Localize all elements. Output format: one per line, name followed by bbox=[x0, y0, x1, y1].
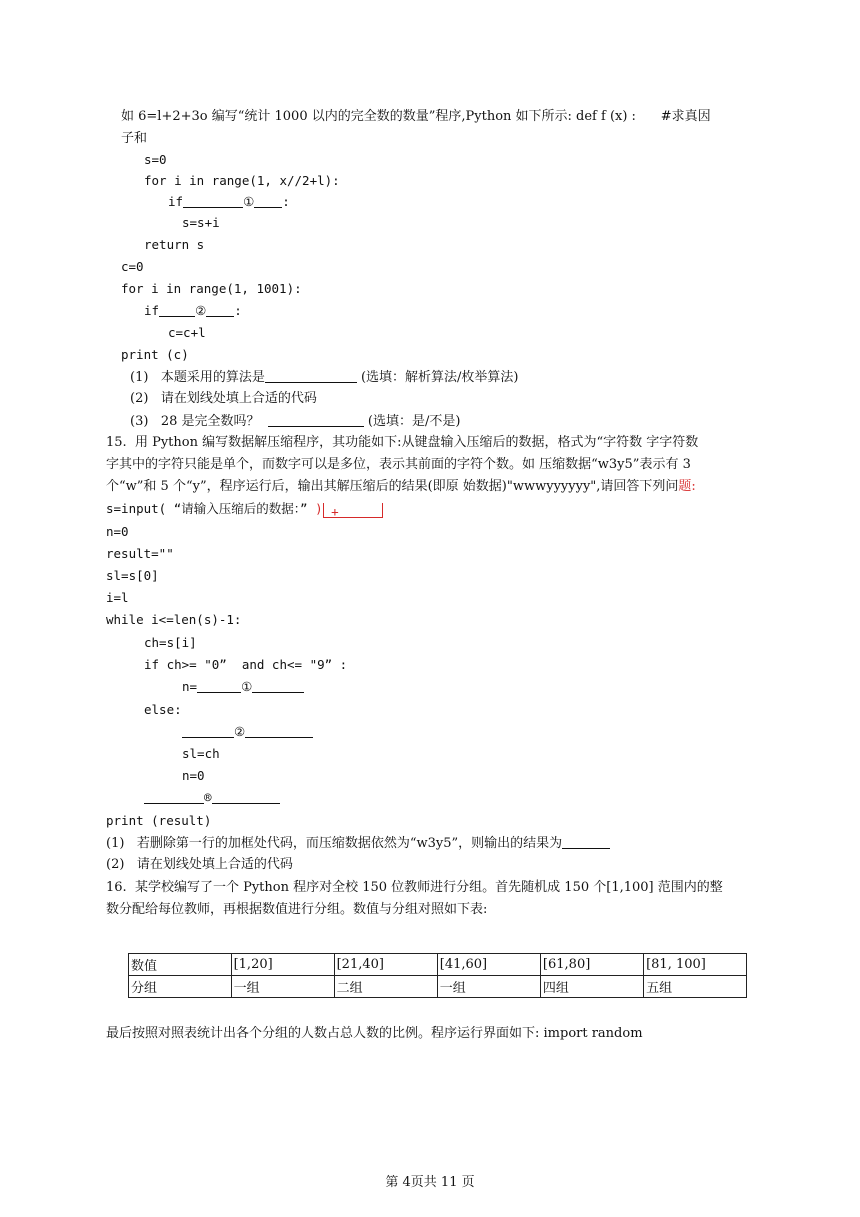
q14-code-line: return s bbox=[144, 237, 205, 252]
q16-line2: 数分配给每位教师，再根据数值进行分组。数值与分组对照如下表: bbox=[106, 902, 488, 917]
q15-code-line: n=0 bbox=[182, 768, 205, 783]
table-cell: [1,20] bbox=[231, 954, 334, 976]
q15-code-line: result="" bbox=[106, 546, 174, 561]
framed-code-box: + bbox=[323, 503, 383, 518]
table-cell: [21,40] bbox=[334, 954, 437, 976]
q15-code-line: sl=ch bbox=[182, 746, 220, 761]
q15-code-line: ch=s[i] bbox=[144, 635, 197, 650]
q14-code-line-if1 bbox=[168, 193, 290, 211]
q14-code-line: for i in range(1, x//2+l): bbox=[144, 173, 340, 188]
q15-line1: 15. 用 Python 编写数据解压缩程序，其功能如下:从键盘输入压缩后的数据，格式为“字符数 字字符数 bbox=[106, 435, 699, 450]
q15-line3-text: 个“w”和 5 个“y”，程序运行后，输出其解压缩后的结果(即原 始数据)"wwwyyyyyy",请回答下列问 bbox=[106, 479, 679, 494]
table-cell: 一组 bbox=[437, 976, 540, 998]
sub-num: (2) bbox=[106, 857, 125, 872]
q14-intro-line2: 子和 bbox=[121, 131, 148, 146]
q16-line1: 16. 某学校编写了一个 Python 程序对全校 150 位教师进行分组。首先随机成 150 个[1,100] 范围内的整 bbox=[106, 880, 723, 895]
code-text: : bbox=[234, 303, 242, 318]
q15-code-line: else: bbox=[144, 702, 182, 717]
q15-sub1 bbox=[106, 834, 610, 853]
q15-sub2 bbox=[106, 856, 293, 874]
q15-line3 bbox=[106, 478, 696, 496]
table-cell: 分组 bbox=[129, 976, 232, 998]
q15-code-line: if ch>= "0” and ch<= "9” : bbox=[144, 657, 348, 672]
grouping-table bbox=[128, 953, 747, 998]
table-row bbox=[129, 976, 747, 998]
q15-code-line: n=0 bbox=[106, 524, 129, 539]
q15-line2: 字其中的字符只能是单个，而数字可以是多位，表示其前面的字符个数。如 压缩数据“w3y5”表示有 3 bbox=[106, 457, 691, 472]
q15-code-line: sl=s[0] bbox=[106, 568, 159, 583]
sub-num: (3) bbox=[130, 414, 149, 429]
code-text: if bbox=[144, 303, 160, 318]
sub-hint: (选填：解析算法/枚举算法) bbox=[360, 370, 519, 385]
q14-intro-line1: 如 6=l+2+3o 编写“统计 1000 以内的完全数的数量”程序,Python 如下所示: def f (x) : #求真因 bbox=[121, 109, 711, 124]
q15-code-line-blank3 bbox=[144, 789, 280, 807]
blank-marker: ① bbox=[241, 679, 253, 694]
sub-text: 请在划线处填上合适的代码 bbox=[136, 857, 293, 872]
page-footer: 第 4页共 11 页 bbox=[385, 1175, 475, 1190]
q16-after: 最后按照对照表统计出各个分组的人数占总人数的比例。程序运行界面如下: import random bbox=[106, 1026, 643, 1041]
q14-code-line: for i in range(1, 1001): bbox=[121, 281, 302, 296]
q14-sub2 bbox=[130, 390, 317, 408]
table-cell: [61,80] bbox=[540, 954, 643, 976]
table-cell: 数值 bbox=[129, 954, 232, 976]
code-text: : bbox=[282, 194, 290, 209]
q14-sub1 bbox=[130, 368, 519, 387]
sub-hint: (选填：是/不是) bbox=[367, 414, 461, 429]
q14-sub3 bbox=[130, 412, 460, 431]
q15-code-input-line bbox=[106, 500, 383, 518]
code-text: if bbox=[168, 194, 184, 209]
red-paren: ) bbox=[315, 501, 323, 516]
code-text: s=input( “请输入压缩后的数据：” bbox=[106, 501, 316, 516]
sub-text: 若删除第一行的加框处代码，而压缩数据依然为“w3y5”，则输出的结果为 bbox=[136, 836, 563, 851]
q14-code-line: print (c) bbox=[121, 347, 189, 362]
q14-code-line: c=0 bbox=[121, 259, 144, 274]
sub-text: 本题采用的算法是 bbox=[160, 370, 265, 385]
table-cell: 二组 bbox=[334, 976, 437, 998]
table-row bbox=[129, 954, 747, 976]
blank-marker: ② bbox=[234, 724, 246, 739]
sub-num: (1) bbox=[106, 836, 125, 851]
table-cell: 五组 bbox=[644, 976, 747, 998]
table-cell: [41,60] bbox=[437, 954, 540, 976]
q14-code-line-if2 bbox=[144, 302, 242, 320]
q15-code-line: while i<=len(s)-1: bbox=[106, 612, 242, 627]
table-cell: 四组 bbox=[540, 976, 643, 998]
q15-line3-red: 题: bbox=[678, 479, 696, 494]
blank-marker: ① bbox=[243, 194, 255, 209]
blank-marker: ② bbox=[195, 303, 207, 318]
table-cell: 一组 bbox=[231, 976, 334, 998]
sub-text: 28 是完全数吗？ bbox=[160, 414, 260, 429]
sub-num: (2) bbox=[130, 391, 149, 406]
q14-code-line: s=s+i bbox=[182, 215, 220, 230]
q14-code-line: c=c+l bbox=[168, 325, 206, 340]
q15-code-line: i=l bbox=[106, 590, 129, 605]
q15-code-line-n bbox=[182, 678, 304, 696]
blank-marker: ® bbox=[204, 790, 212, 805]
sub-text: 请在划线处填上合适的代码 bbox=[160, 391, 317, 406]
sub-num: (1) bbox=[130, 370, 149, 385]
q15-code-line-blank2 bbox=[182, 723, 313, 741]
q14-code-line: s=0 bbox=[144, 152, 167, 167]
q15-code-line: print (result) bbox=[106, 813, 212, 828]
table-cell: [81, 100] bbox=[644, 954, 747, 976]
code-text: n= bbox=[182, 679, 198, 694]
